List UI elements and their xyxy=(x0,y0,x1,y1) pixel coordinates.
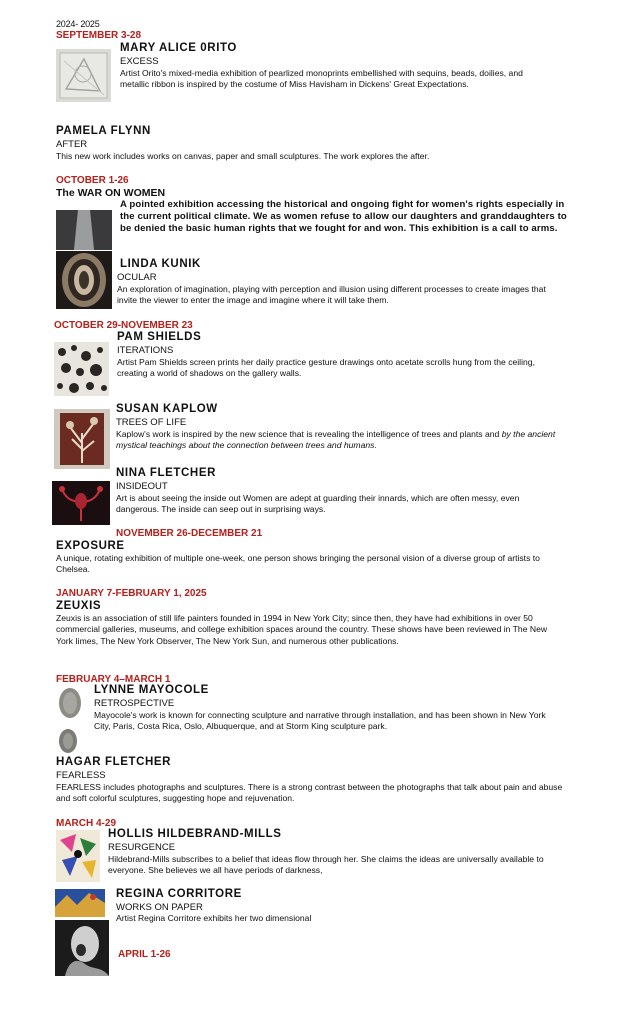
artist-name-kunik: LINDA KUNIK xyxy=(120,258,201,270)
war-on-women-image xyxy=(56,210,112,250)
show-title-excess: EXCESS xyxy=(120,56,159,67)
date-heading-nov-dec: NOVEMBER 26-DECEMBER 21 xyxy=(116,528,263,539)
corritore-artwork-image xyxy=(55,889,105,917)
nina-fletcher-artwork-image xyxy=(52,481,110,525)
artist-name-shields: PAM SHIELDS xyxy=(117,331,202,343)
description-kaplow-main: Kaplow's work is inspired by the new science that is revealing the intelligence of trees and plants and xyxy=(116,429,502,439)
date-heading-april: APRIL 1-26 xyxy=(118,949,171,960)
description-hollis: Hildebrand-Mills subscribes to a belief that ideas flow through her. She claims the ideas are universally available to everyone. She believes we all have periods of darkness, xyxy=(108,854,544,876)
show-title-insideout: INSIDEOUT xyxy=(116,481,168,492)
kunik-artwork-image xyxy=(56,251,112,309)
date-heading-february: FEBRUARY 4–MARCH 1 xyxy=(56,674,171,685)
description-war-on-women: A pointed exhibition accessing the historical and ongoing fight for women's rights especially in the current political climate. We as women refuse to allow our daughters and granddaughters to be denied the basic human rights that we fought for and won. This exhibition is a call to arms. xyxy=(120,199,567,235)
hollis-artwork-image xyxy=(56,830,100,882)
show-title-after: AFTER xyxy=(56,139,88,150)
show-title-fearless: FEARLESS xyxy=(56,770,106,781)
season-label: 2024- 2025 xyxy=(56,19,100,29)
artist-name-hagar-fletcher: HAGAR FLETCHER xyxy=(56,756,172,768)
artist-name-hollis: HOLLIS HILDEBRAND-MILLS xyxy=(108,828,282,840)
description-kaplow xyxy=(116,429,566,452)
date-heading-september: SEPTEMBER 3-28 xyxy=(56,30,142,41)
artist-name-flynn: PAMELA FLYNN xyxy=(56,125,151,137)
exhibition-title-exposure: EXPOSURE xyxy=(56,540,125,552)
artist-name-kaplow: SUSAN KAPLOW xyxy=(116,403,218,415)
date-heading-oct-nov: OCTOBER 29-NOVEMBER 23 xyxy=(54,320,193,331)
shields-artwork-image xyxy=(54,342,109,396)
show-title-works-on-paper: WORKS ON PAPER xyxy=(116,902,203,913)
april-artwork-image xyxy=(55,920,109,976)
description-nina-fletcher: Art is about seeing the inside out Women are adept at guarding their innards, which are often messy, even dangerous. The inside can seep out in surprising ways. xyxy=(116,493,520,515)
artist-name-orito: MARY ALICE 0RITO xyxy=(120,42,237,54)
description-kunik: An exploration of imagination, playing with perception and illusion using different processes to create images that invite the viewer to enter the image and imagine where it will take them. xyxy=(117,284,546,306)
date-heading-october: OCTOBER 1-26 xyxy=(56,175,129,186)
description-orito: Artist Orito's mixed-media exhibition of pearlized monoprints embellished with sequins, beads, doilies, and metallic ribbon is inspired by the costume of Miss Havisham in Dickens' Great Expectations. xyxy=(120,68,523,90)
description-mayocole: Mayocole's work is known for connecting sculpture and narrative through installation, and has been shown in New York City, Paris, Costa Rica, Oslo, Albuquerque, and at Storm King sculpture park. xyxy=(94,710,546,732)
show-title-resurgence: RESURGENCE xyxy=(108,842,176,853)
exhibition-title-war-on-women: The WAR ON WOMEN xyxy=(56,187,166,199)
show-title-retrospective: RETROSPECTIVE xyxy=(94,698,175,709)
artist-name-nina-fletcher: NINA FLETCHER xyxy=(116,467,217,479)
artist-name-corritore: REGINA CORRITORE xyxy=(116,888,242,900)
kaplow-artwork-image xyxy=(54,409,110,469)
exhibition-title-zeuxis: ZEUXIS xyxy=(56,600,102,612)
description-kaplow-italic: by the ancient mystical teachings about the connection between trees and humans. xyxy=(116,429,556,451)
description-corritore: Artist Regina Corritore exhibits her two dimensional xyxy=(116,913,312,923)
artist-name-mayocole: LYNNE MAYOCOLE xyxy=(94,684,209,696)
description-zeuxis: Zeuxis is an association of still life painters founded in 1994 in New York City; since then, they have had exhibitions in over 50 commercial galleries, museums, and college exhibition spaces around the country. These shows have been reviewed in The New York Iimes, The New York Observer, The New York Sun, and numerous other publications. xyxy=(56,613,548,646)
date-heading-january: JANUARY 7-FEBRUARY 1, 2025 xyxy=(56,588,207,599)
description-exposure: A unique, rotating exhibition of multiple one-week, one person shows bringing the personal vision of a diverse group of artists to Chelsea. xyxy=(56,553,540,575)
description-hagar-fletcher: FEARLESS includes photographs and sculptures. There is a strong contrast between the photographs that talk about pain and abuse and soft colorful sculptures, suggesting hope and rejuvenation. xyxy=(56,782,563,804)
mayocole-sculpture-image xyxy=(56,685,84,757)
orito-artwork-image xyxy=(56,49,111,102)
description-flynn: This new work includes works on canvas, paper and small sculptures. The work explores the after. xyxy=(56,151,430,161)
show-title-iterations: ITERATIONS xyxy=(117,345,174,356)
show-title-trees-of-life: TREES OF LIFE xyxy=(116,417,187,428)
show-title-ocular: OCULAR xyxy=(117,272,157,283)
date-heading-march: MARCH 4-29 xyxy=(56,818,117,829)
description-shields: Artist Pam Shields screen prints her daily practice gesture drawings onto acetate scrolls hung from the ceiling, creating a world of shadows on the gallery walls. xyxy=(117,357,535,379)
